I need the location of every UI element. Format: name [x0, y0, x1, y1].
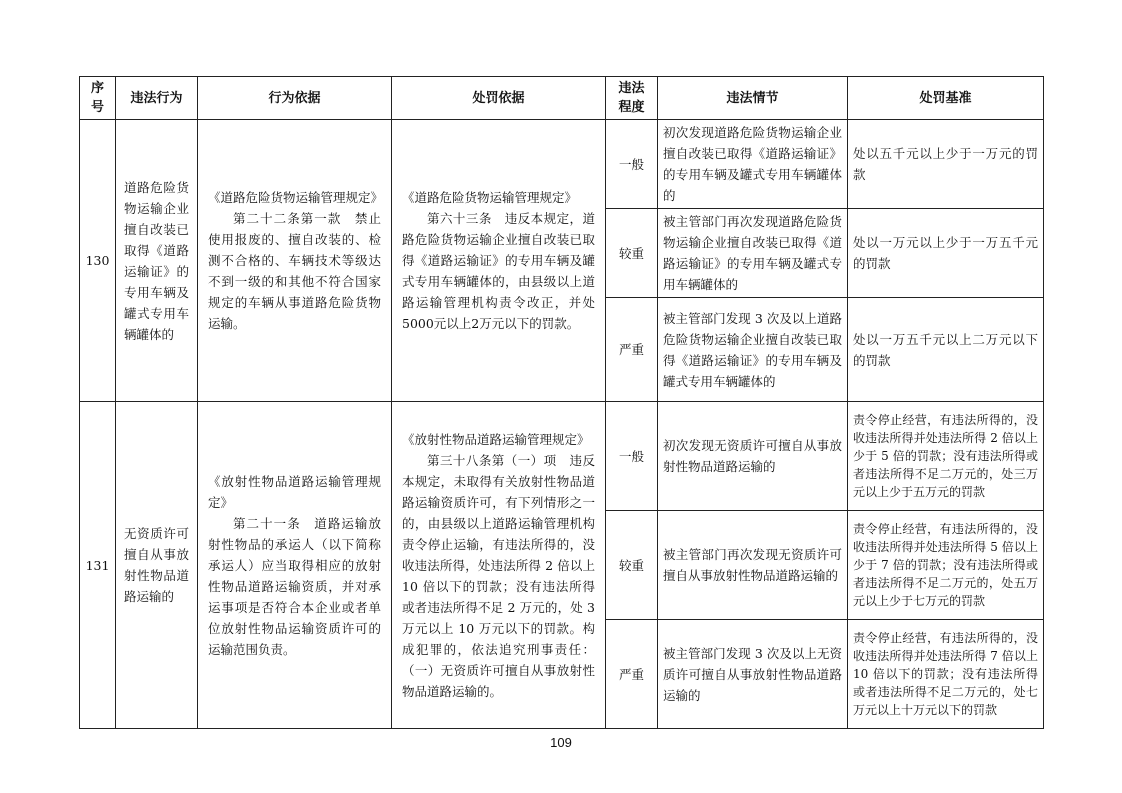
standard-cell: 处以一万元以上少于一万五千元的罚款: [848, 209, 1044, 298]
basis-body: 第二十二条第一款 禁止使用报废的、擅自改装的、检测不合格的、车辆技术等级达不到一级的和其他不符合国家规定的车辆从事道路危险货物运输。: [208, 211, 381, 331]
row-seq: 131: [80, 402, 116, 729]
header-penalty-basis: 处罚依据: [392, 77, 606, 120]
header-seq: 序号: [80, 77, 116, 120]
table-header-row: [80, 77, 1044, 120]
standard-cell: 处以五千元以上少于一万元的罚款: [848, 120, 1044, 209]
row-act: 道路危险货物运输企业擅自改装已取得《道路运输证》的专用车辆及罐式专用车辆罐体的: [116, 120, 198, 402]
standard-cell: 责令停止经营，有违法所得的，没收违法所得并处违法所得 2 倍以上少于 5 倍的罚款；没有违法所得或者违法所得不足二万元的，处三万元以上少于五万元的罚款: [848, 402, 1044, 511]
penalty-title: 《道路危险货物运输管理规定》: [402, 190, 578, 205]
table-row: [80, 120, 1044, 209]
circumstance-cell: 初次发现道路危险货物运输企业擅自改装已取得《道路运输证》的专用车辆及罐式专用车辆罐体的: [658, 120, 848, 209]
penalty-standards-table: [79, 76, 1044, 729]
degree-cell: 较重: [606, 209, 658, 298]
circumstance-cell: 被主管部门发现 3 次及以上道路危险货物运输企业擅自改装已取得《道路运输证》的专用车辆及罐式专用车辆罐体的: [658, 298, 848, 402]
header-standard: 处罚基准: [848, 77, 1044, 120]
penalty-body: 第六十三条 违反本规定，道路危险货物运输企业擅自改装已取得《道路运输证》的专用车辆及罐式专用车辆罐体的，由县级以上道路运输管理机构责令改正，并处5000元以上2万元以下的罚款。: [402, 211, 595, 331]
degree-cell: 严重: [606, 298, 658, 402]
standard-cell: 责令停止经营，有违法所得的，没收违法所得并处违法所得 5 倍以上少于 7 倍的罚款；没有违法所得或者违法所得不足二万元的，处五万元以上少于七万元的罚款: [848, 511, 1044, 620]
row-basis: [198, 402, 392, 729]
basis-title: 《道路危险货物运输管理规定》: [208, 190, 384, 205]
degree-cell: 一般: [606, 402, 658, 511]
degree-cell: 一般: [606, 120, 658, 209]
standard-cell: 责令停止经营，有违法所得的，没收违法所得并处违法所得 7 倍以上 10 倍以下的罚款；没有违法所得或者违法所得不足二万元的，处七万元以上十万元以下的罚款: [848, 620, 1044, 729]
row-seq: 130: [80, 120, 116, 402]
header-circumstance: 违法情节: [658, 77, 848, 120]
row-act: 无资质许可擅自从事放射性物品道路运输的: [116, 402, 198, 729]
penalty-body: 第三十八条第（一）项 违反本规定，未取得有关放射性物品道路运输资质许可，有下列情形之一的，由县级以上道路运输管理机构责令停止运输，有违法所得的，没收违法所得，处违法所得 2 倍以上 10 倍以下的罚款；没有违法所得或者违法所得不足 2 万元的，处 3 万元以上 10 万元以下的罚款。构成犯罪的，依法追究刑事责任：（一）无资质许可擅自从事放射性物品道路运输的。: [402, 452, 595, 699]
basis-title: 《放射性物品道路运输管理规定》: [208, 473, 381, 510]
basis-body: 第二十一条 道路运输放射性物品的承运人（以下简称承运人）应当取得相应的放射性物品道路运输资质，并对承运事项是否符合本企业或者单位放射性物品运输资质许可的运输范围负责。: [208, 515, 381, 657]
header-act: 违法行为: [116, 77, 198, 120]
circumstance-cell: 被主管部门再次发现道路危险货物运输企业擅自改装已取得《道路运输证》的专用车辆及罐式专用车辆罐体的: [658, 209, 848, 298]
standard-cell: 处以一万五千元以上二万元以下的罚款: [848, 298, 1044, 402]
degree-cell: 较重: [606, 511, 658, 620]
row-basis: [198, 120, 392, 402]
circumstance-cell: 被主管部门发现 3 次及以上无资质许可擅自从事放射性物品道路运输的: [658, 620, 848, 729]
page-number: 109: [550, 735, 572, 750]
table-row: [80, 402, 1044, 511]
circumstance-cell: 初次发现无资质许可擅自从事放射性物品道路运输的: [658, 402, 848, 511]
penalty-title: 《放射性物品道路运输管理规定》: [402, 431, 590, 447]
header-basis: 行为依据: [198, 77, 392, 120]
header-degree: 违法程度: [606, 77, 658, 120]
row-penalty-basis: [392, 120, 606, 402]
row-penalty-basis: [392, 402, 606, 729]
circumstance-cell: 被主管部门再次发现无资质许可擅自从事放射性物品道路运输的: [658, 511, 848, 620]
degree-cell: 严重: [606, 620, 658, 729]
